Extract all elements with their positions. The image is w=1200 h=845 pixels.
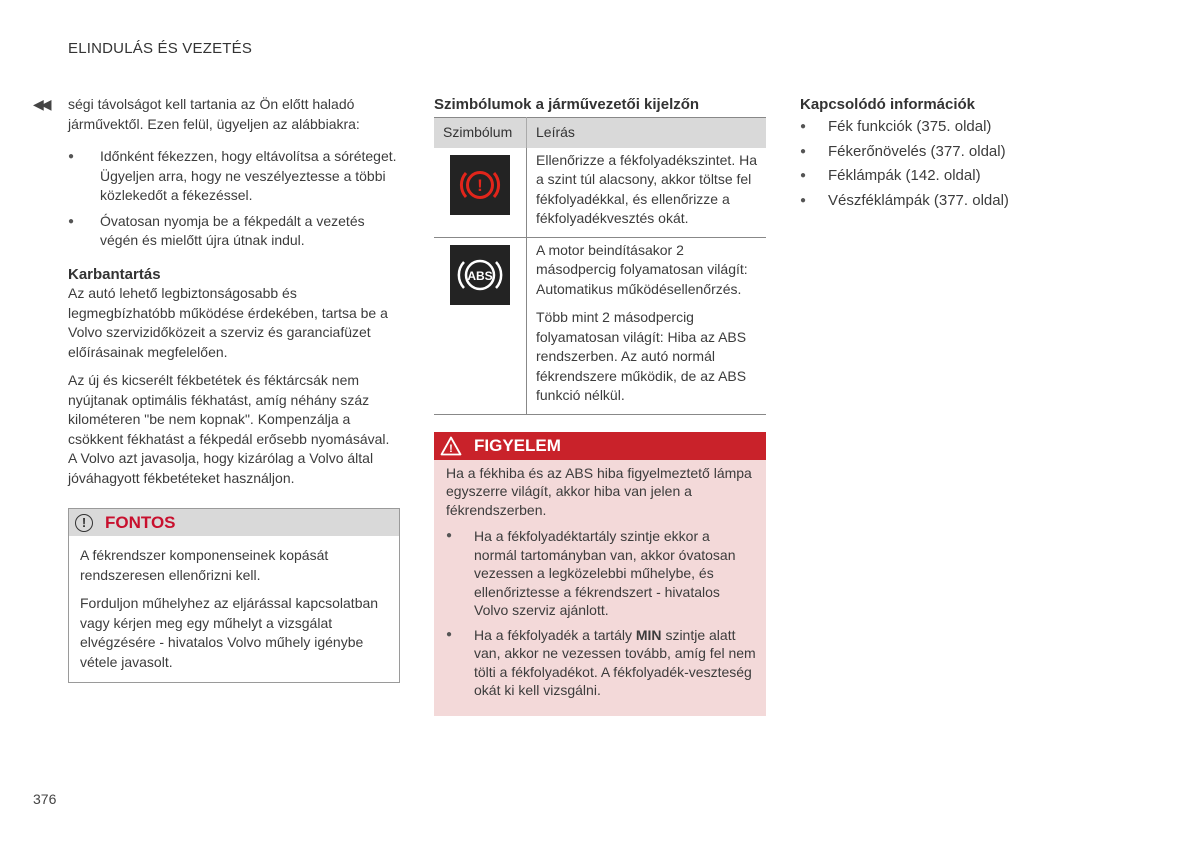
continuation-icon: ◀◀ [33, 96, 49, 112]
important-notice-body [69, 536, 399, 682]
symbol-cell [434, 237, 527, 414]
abs-icon-label: ABS [467, 268, 493, 283]
bullet-text: Ha a fékfolyadék a tartály [474, 626, 632, 643]
intro-paragraph: ségi távolságot kell tartania az Ön előtt haladó járművektől. Ezen felül, ügyeljen az alábbiakra: [68, 96, 360, 132]
page-header-title: ELINDULÁS ÉS VEZETÉS [68, 40, 253, 57]
warning-list [446, 527, 756, 700]
related-link[interactable]: ● Fék funkciók (375. oldal) [800, 115, 1140, 140]
table-row [434, 148, 766, 238]
warning-header [434, 432, 766, 460]
min-label: MIN [635, 626, 662, 643]
related-link[interactable]: ● Vészféklámpák (377. oldal) [800, 189, 1140, 214]
warning-title: FIGYELEM [474, 435, 561, 455]
related-links-list [800, 115, 1140, 213]
warning-triangle-icon [440, 436, 462, 456]
table-row [434, 237, 766, 414]
list-item: ● Ha a fékfolyadéktartály szintje ekkor a normál tartományban van, akkor óvatosan vezessen a legközelebbi műhelybe, és ellenőriztesse a fékrendszert - hivatalos Volvo szerviz ajánlott. [446, 527, 756, 620]
related-link[interactable]: ● Fékerőnövelés (377. oldal) [800, 140, 1140, 165]
bullet-text: szintje alatt van, akkor ne vezessen tovább, amíg fel nem tölti a fékfolyadékot. A fékfolyadék-veszteség okát ki kell vizsgálni. [474, 626, 756, 698]
brake-warning-icon [450, 155, 510, 215]
section-heading-karbantartas: Karbantartás [68, 265, 161, 283]
brake-warning-icon-label: ! [477, 175, 483, 195]
page-number: 376 [33, 791, 57, 807]
description-text: Ellenőrizze a fékfolyadékszintet. Ha a szint túl alacsony, akkor töltse fel fékfolyadékkal, és ellenőrizze a fékfolyadékvesztés okát. [536, 151, 757, 226]
warning-box [434, 432, 766, 716]
column-right [800, 95, 1140, 213]
tips-list [68, 147, 400, 251]
warning-body [434, 460, 766, 716]
description-text: Több mint 2 másodpercig folyamatosan világít: Hiba az ABS rendszerben. Az autó normál fékrendszere működik, de az ABS funkció nélkül. [536, 309, 747, 403]
important-notice-header [69, 509, 399, 536]
column-left [68, 95, 400, 683]
abs-warning-icon [450, 245, 510, 305]
column-header-symbol: Szimbólum [434, 117, 527, 148]
description-cell [527, 237, 767, 414]
column-header-description: Leírás [527, 117, 767, 148]
description-text: A motor beindításakor 2 másodpercig folyamatosan világít: Automatikus működésellenőrzés. [536, 241, 748, 297]
symbol-cell [434, 148, 527, 238]
related-link[interactable]: ● Féklámpák (142. oldal) [800, 164, 1140, 189]
notice-paragraph: A fékrendszer komponenseinek kopását rendszeresen ellenőrizni kell. [80, 547, 329, 583]
brake-pads-paragraph: Az új és kicserélt fékbetétek és féktárcsák nem nyújtanak optimális fékhatást, amíg néhány száz kilométeren "be nem kopnak". Kompenzálja a csökkent fékhatást a fékpedál erősebb nyomásával. A Volvo azt javasolja, hogy kizárólag a Volvo által jóváhagyott fékbetéteket használjon. [68, 372, 390, 486]
symbols-heading: Szimbólumok a járművezetői kijelzőn [434, 96, 700, 113]
warning-intro: Ha a fékhiba és az ABS hiba figyelmeztető lámpa egyszerre világít, akkor hiba van jelen a fékrendszerben. [446, 464, 752, 518]
list-item [446, 626, 756, 700]
important-notice-title: FONTOS [105, 512, 176, 532]
related-info-heading: Kapcsolódó információk [800, 96, 976, 113]
exclamation-circle-icon: ! [75, 514, 93, 532]
list-item: ● Óvatosan nyomja be a fékpedált a vezetés végén és mielőtt újra útnak indul. [68, 212, 400, 251]
symbols-table [434, 117, 766, 415]
column-middle [434, 95, 766, 716]
maintenance-paragraph: Az autó lehető legbiztonságosabb és legmegbízhatóbb működése érdekében, tartsa be a Volvo szervizidőközeit a szerviz és garanciafüzet előírásainak megfelelően. [68, 285, 388, 360]
warning-triangle-label: ! [449, 442, 453, 455]
notice-paragraph: Forduljon műhelyhez az eljárással kapcsolatban vagy kérjen meg egy műhelyt a vizsgálat elvégzésére - hivatalos Volvo műhely igénybe vétele javasolt. [80, 595, 379, 670]
important-notice-box [68, 508, 400, 683]
description-cell [527, 148, 767, 238]
list-item: ● Időnként fékezzen, hogy eltávolítsa a sóréteget. Ügyeljen arra, hogy ne veszélyeztesse a többi közlekedőt a fékezéssel. [68, 147, 400, 206]
